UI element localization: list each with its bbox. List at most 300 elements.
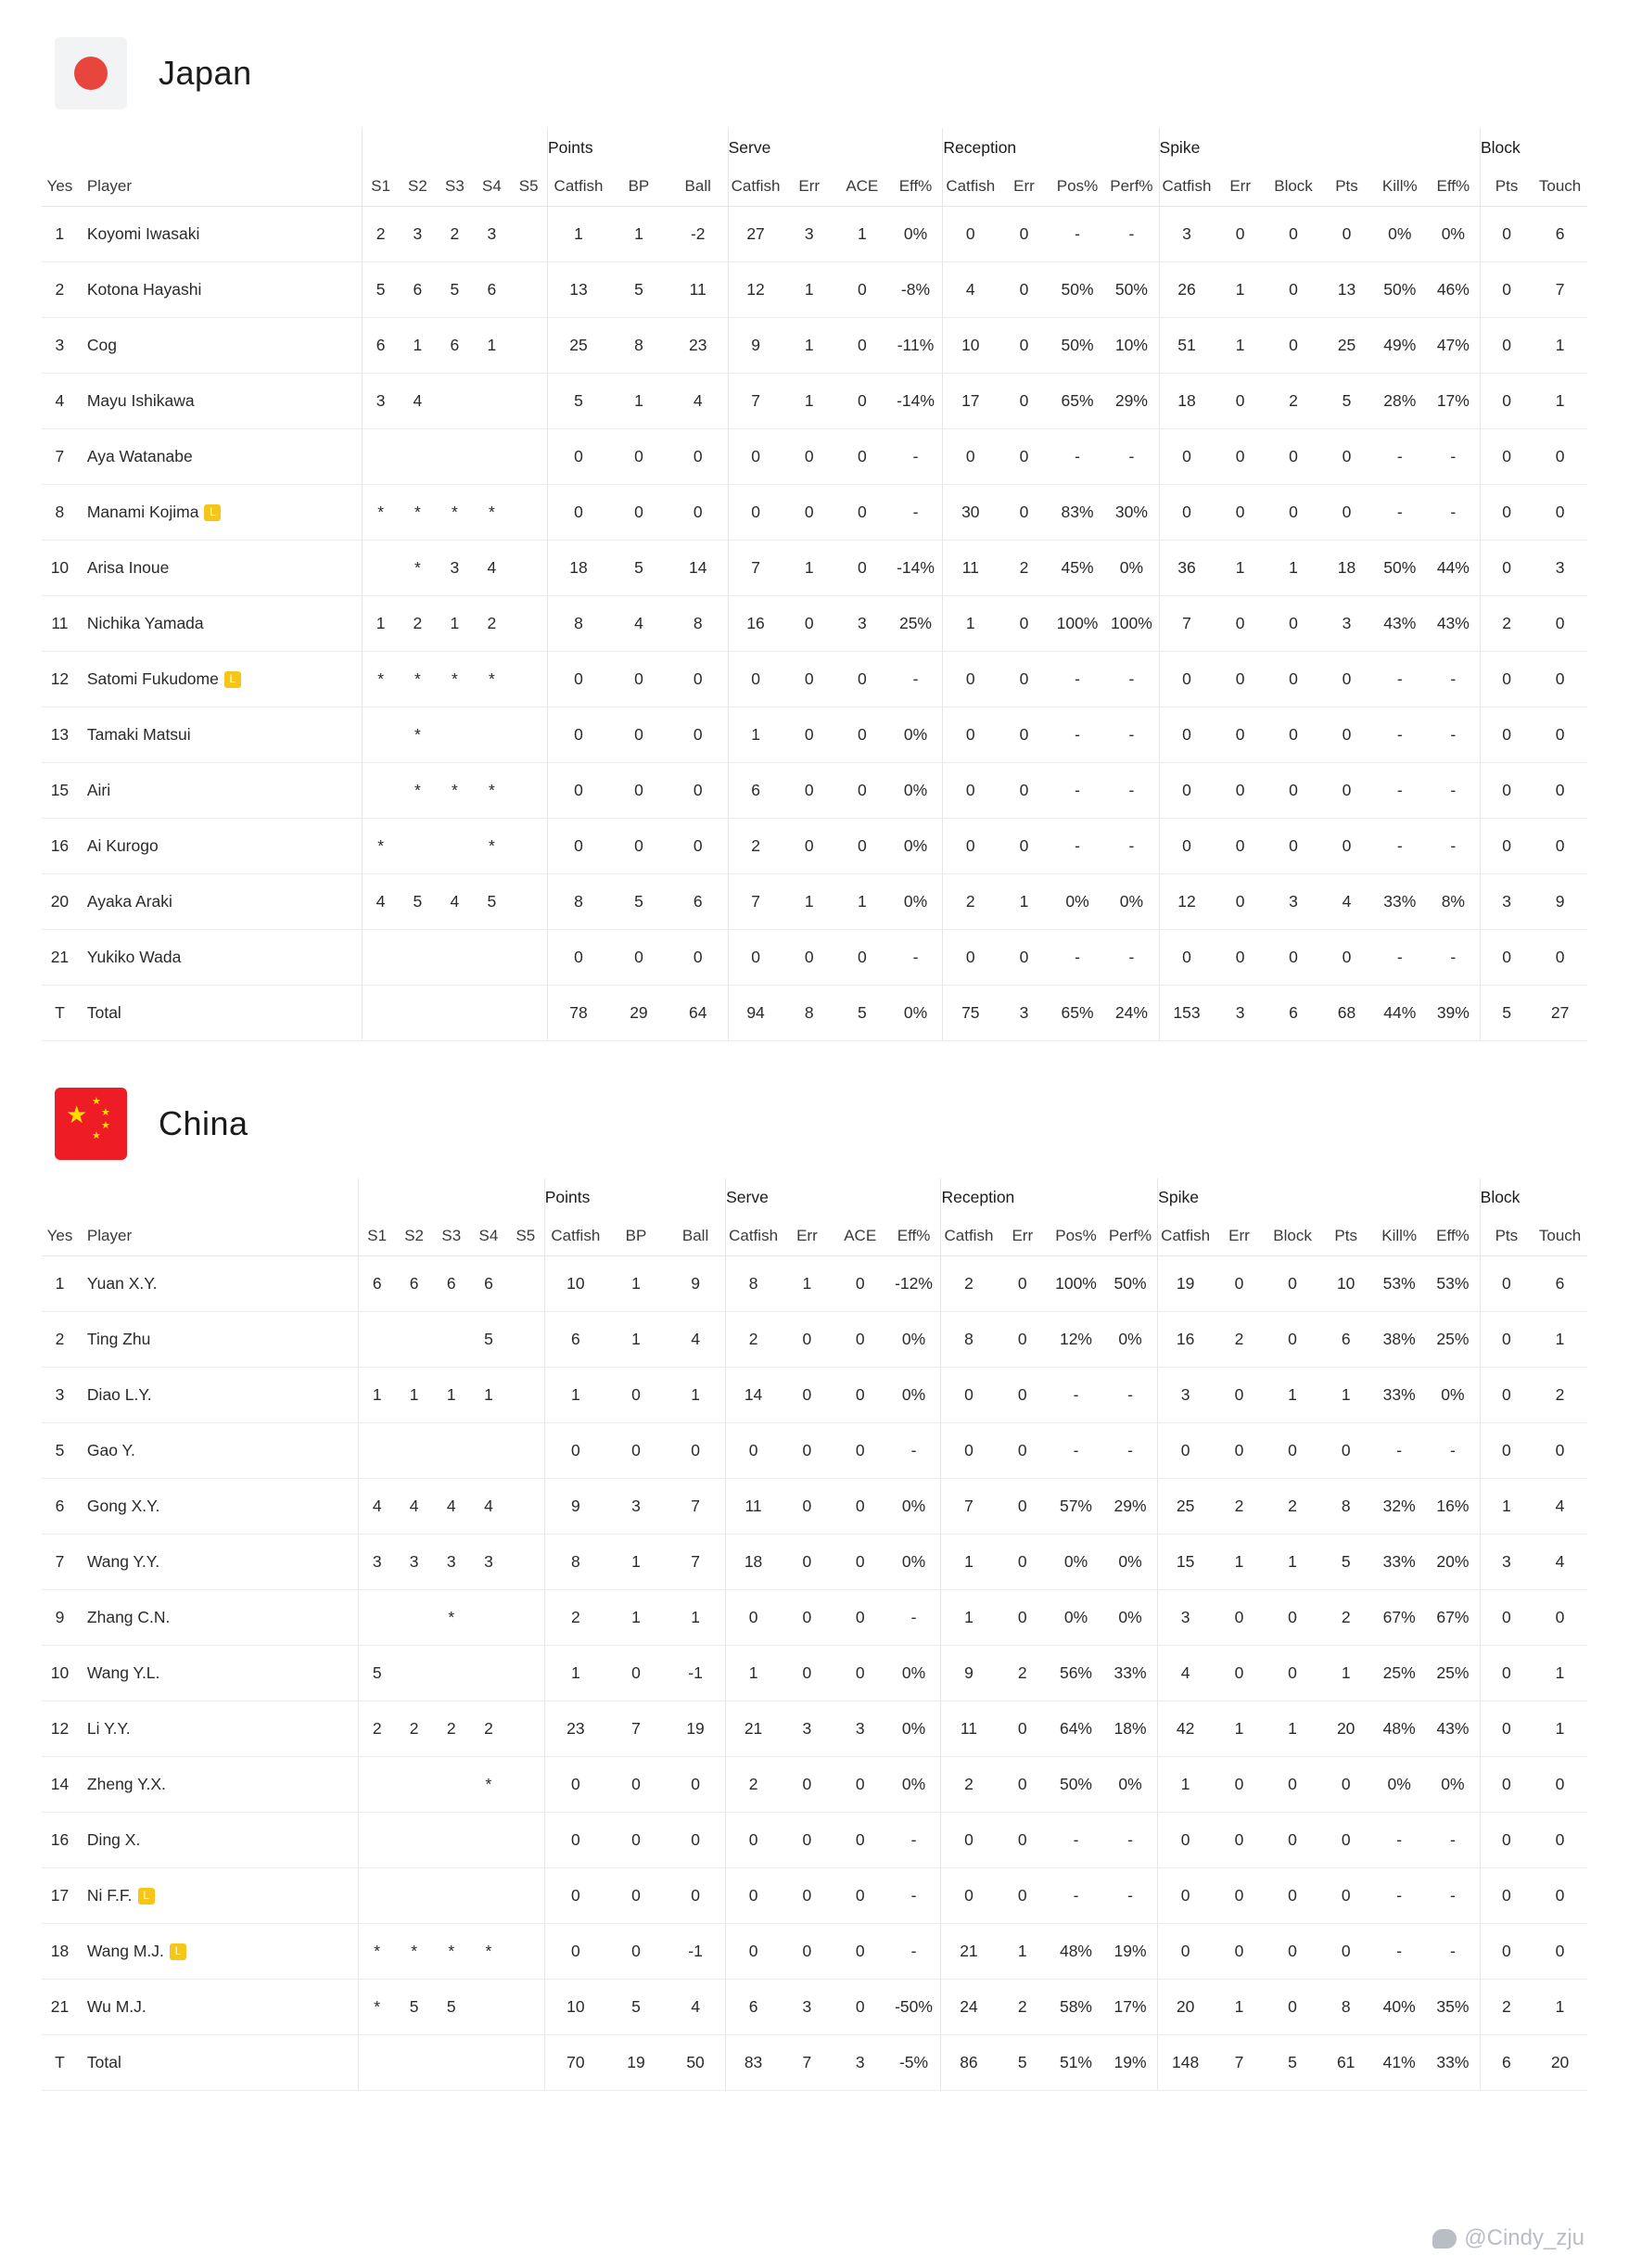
- player-name-cell: [78, 873, 363, 929]
- cell-block-1: 0: [1533, 929, 1587, 985]
- row-number: 12: [42, 1701, 78, 1757]
- cell-points-0: 9: [544, 1479, 606, 1535]
- player-name-cell: [78, 707, 363, 762]
- cell-spike-5: 16%: [1426, 1479, 1480, 1535]
- cell-set-1: 3: [358, 1535, 395, 1590]
- cell-serve-1: 1: [783, 873, 835, 929]
- cell-block-0: 2: [1480, 595, 1533, 651]
- cell-serve-1: 0: [781, 1479, 834, 1535]
- cell-reception-0: 9: [941, 1646, 996, 1701]
- cell-spike-2: 0: [1266, 1980, 1319, 2035]
- column-header-reception-perfpct: Perf%: [1103, 1217, 1158, 1256]
- cell-reception-0: 11: [943, 540, 998, 595]
- cell-points-1: 5: [609, 540, 668, 595]
- cell-block-0: 0: [1480, 1256, 1533, 1312]
- cell-set-2: [396, 1590, 433, 1646]
- cell-spike-5: 44%: [1427, 540, 1481, 595]
- cell-points-1: 1: [609, 373, 668, 428]
- cell-spike-3: 20: [1319, 1701, 1372, 1757]
- cell-block-1: 0: [1533, 707, 1587, 762]
- cell-serve-1: 0: [781, 1924, 834, 1980]
- table-row: [42, 1868, 1587, 1924]
- cell-spike-0: 3: [1159, 206, 1214, 261]
- china-star-small-icon-2: ★: [101, 1106, 110, 1118]
- cell-set-1: [358, 1312, 395, 1368]
- cell-set-2: 4: [399, 373, 436, 428]
- cell-spike-0: 51: [1159, 317, 1214, 373]
- cell-spike-2: 0: [1266, 428, 1320, 484]
- cell-set-2: [396, 1312, 433, 1368]
- cell-points-1: 4: [609, 595, 668, 651]
- cell-serve-3: 0%: [887, 1479, 941, 1535]
- team-name: China: [159, 1103, 248, 1142]
- cell-points-0: 13: [547, 261, 609, 317]
- player-name-cell: [78, 1646, 358, 1701]
- cell-serve-3: 0%: [889, 873, 943, 929]
- column-header-spike-effpct: Eff%: [1427, 167, 1481, 206]
- cell-serve-1: 0: [783, 762, 835, 818]
- cell-spike-1: 0: [1214, 373, 1266, 428]
- cell-serve-1: 1: [781, 1256, 834, 1312]
- row-number: 20: [42, 873, 78, 929]
- libero-badge: L: [170, 1943, 186, 1960]
- column-header-set-4: S4: [473, 167, 510, 206]
- cell-set-3: [433, 1757, 470, 1813]
- cell-points-2: 64: [668, 985, 728, 1040]
- cell-block-0: 0: [1480, 1312, 1533, 1368]
- cell-block-1: 7: [1533, 261, 1587, 317]
- cell-serve-1: 0: [781, 1646, 834, 1701]
- cell-spike-0: 0: [1159, 484, 1214, 540]
- group-header-block: Block: [1480, 128, 1587, 167]
- cell-spike-1: 0: [1213, 1423, 1266, 1479]
- cell-spike-1: 0: [1214, 484, 1266, 540]
- cell-serve-2: 0: [835, 373, 889, 428]
- cell-set-3: [436, 428, 473, 484]
- cell-spike-0: 0: [1159, 428, 1214, 484]
- cell-serve-1: 7: [781, 2035, 834, 2091]
- cell-points-2: 1: [666, 1590, 726, 1646]
- cell-points-2: 6: [668, 873, 728, 929]
- cell-set-5: [507, 2035, 544, 2091]
- cell-set-2: [399, 818, 436, 873]
- cell-spike-4: -: [1373, 484, 1427, 540]
- cell-reception-3: 29%: [1104, 373, 1159, 428]
- cell-spike-1: 0: [1214, 929, 1266, 985]
- cell-reception-1: 0: [998, 373, 1050, 428]
- cell-points-2: -1: [666, 1646, 726, 1701]
- cell-serve-0: 2: [726, 1312, 781, 1368]
- player-name: Cog: [86, 335, 117, 354]
- team-name: Japan: [159, 54, 252, 92]
- cell-block-1: 6: [1533, 1256, 1587, 1312]
- cell-spike-2: 1: [1266, 540, 1320, 595]
- column-header-serve-ace: ACE: [834, 1217, 887, 1256]
- group-header-blank-yes: [42, 128, 78, 167]
- cell-block-0: 5: [1480, 985, 1533, 1040]
- cell-spike-4: -: [1373, 818, 1427, 873]
- player-name: Li Y.Y.: [86, 1719, 131, 1738]
- cell-set-4: 2: [470, 1701, 507, 1757]
- cell-reception-2: 51%: [1049, 2035, 1103, 2091]
- cell-spike-4: -: [1372, 1924, 1426, 1980]
- cell-points-1: 1: [606, 1312, 666, 1368]
- cell-spike-2: 0: [1266, 484, 1320, 540]
- cell-points-0: 8: [544, 1535, 606, 1590]
- table-row: [42, 762, 1587, 818]
- column-header-set-5: S5: [510, 167, 547, 206]
- cell-serve-1: 0: [781, 1590, 834, 1646]
- player-name-cell: [78, 317, 363, 373]
- cell-spike-5: -: [1427, 762, 1481, 818]
- cell-spike-4: -: [1373, 929, 1427, 985]
- table-row: [42, 651, 1587, 707]
- cell-set-3: *: [436, 651, 473, 707]
- table-row: [42, 1980, 1587, 2035]
- column-header-row: [42, 167, 1587, 206]
- cell-reception-1: 0: [996, 1312, 1049, 1368]
- cell-block-1: 0: [1533, 1868, 1587, 1924]
- row-number: 21: [42, 929, 78, 985]
- cell-set-3: 5: [436, 261, 473, 317]
- cell-block-0: 0: [1480, 929, 1533, 985]
- cell-reception-1: 0: [998, 929, 1050, 985]
- cell-spike-3: 13: [1320, 261, 1373, 317]
- cell-reception-2: 50%: [1050, 261, 1105, 317]
- cell-reception-3: 10%: [1104, 317, 1159, 373]
- group-header-spike: Spike: [1159, 128, 1480, 167]
- cell-serve-0: 1: [726, 1646, 781, 1701]
- cell-points-2: -1: [666, 1924, 726, 1980]
- japan-flag-icon: [55, 37, 127, 109]
- cell-serve-3: -8%: [889, 261, 943, 317]
- cell-reception-0: 17: [943, 373, 998, 428]
- cell-set-2: *: [399, 540, 436, 595]
- cell-block-0: 0: [1480, 1368, 1533, 1423]
- cell-block-0: 0: [1480, 1813, 1533, 1868]
- cell-spike-3: 25: [1320, 317, 1373, 373]
- cell-points-0: 25: [547, 317, 609, 373]
- cell-reception-0: 86: [941, 2035, 996, 2091]
- group-header-row: [42, 1179, 1587, 1217]
- cell-serve-0: 0: [726, 1924, 781, 1980]
- china-star-small-icon-4: ★: [92, 1129, 101, 1141]
- cell-points-1: 0: [606, 1757, 666, 1813]
- cell-spike-1: 7: [1213, 2035, 1266, 2091]
- cell-spike-2: 0: [1266, 1924, 1319, 1980]
- cell-serve-0: 94: [728, 985, 783, 1040]
- cell-reception-0: 75: [943, 985, 998, 1040]
- player-name: Wang M.J.: [86, 1942, 164, 1960]
- column-header-serve-err: Err: [781, 1217, 834, 1256]
- cell-serve-2: 0: [835, 261, 889, 317]
- cell-block-0: 0: [1480, 428, 1533, 484]
- cell-points-0: 2: [544, 1590, 606, 1646]
- cell-points-0: 0: [544, 1868, 606, 1924]
- row-number: 15: [42, 762, 78, 818]
- cell-set-5: [510, 929, 547, 985]
- cell-reception-1: 1: [998, 873, 1050, 929]
- cell-spike-2: 6: [1266, 985, 1320, 1040]
- cell-serve-2: 0: [835, 651, 889, 707]
- cell-spike-1: 1: [1213, 1980, 1266, 2035]
- cell-reception-3: 0%: [1103, 1757, 1158, 1813]
- group-header-row: [42, 128, 1587, 167]
- cell-set-1: 3: [362, 373, 399, 428]
- player-name: Yukiko Wada: [86, 947, 182, 966]
- table-row: [42, 1479, 1587, 1535]
- cell-set-2: [396, 1813, 433, 1868]
- cell-reception-1: 0: [998, 651, 1050, 707]
- row-number: T: [42, 2035, 78, 2091]
- cell-spike-3: 8: [1319, 1479, 1372, 1535]
- cell-reception-1: 3: [998, 985, 1050, 1040]
- cell-serve-3: 0%: [887, 1368, 941, 1423]
- cell-serve-1: 0: [783, 707, 835, 762]
- cell-serve-3: -: [887, 1590, 941, 1646]
- cell-set-1: *: [358, 1980, 395, 2035]
- cell-serve-2: 0: [834, 1980, 887, 2035]
- cell-set-1: [362, 762, 399, 818]
- cell-serve-2: 0: [835, 428, 889, 484]
- player-name: Mayu Ishikawa: [86, 390, 195, 410]
- row-number: 2: [42, 261, 78, 317]
- cell-reception-3: 33%: [1103, 1646, 1158, 1701]
- column-header-spike-killpct: Kill%: [1373, 167, 1427, 206]
- cell-set-2: *: [399, 762, 436, 818]
- cell-serve-3: 0%: [887, 1646, 941, 1701]
- cell-reception-3: 19%: [1103, 1924, 1158, 1980]
- cell-set-1: *: [358, 1924, 395, 1980]
- cell-serve-0: 14: [726, 1368, 781, 1423]
- table-row: [42, 1312, 1587, 1368]
- cell-points-2: 7: [666, 1479, 726, 1535]
- column-header-points-bp: BP: [609, 167, 668, 206]
- cell-block-0: 3: [1480, 873, 1533, 929]
- cell-serve-1: 1: [783, 373, 835, 428]
- table-row: [42, 818, 1587, 873]
- cell-serve-2: 0: [834, 1590, 887, 1646]
- cell-reception-3: -: [1103, 1868, 1158, 1924]
- cell-set-3: [433, 1813, 470, 1868]
- cell-set-4: *: [473, 762, 510, 818]
- cell-spike-3: 6: [1319, 1312, 1372, 1368]
- cell-spike-0: 0: [1158, 1868, 1213, 1924]
- cell-points-1: 1: [606, 1256, 666, 1312]
- cell-spike-4: 32%: [1372, 1479, 1426, 1535]
- cell-spike-4: -: [1372, 1868, 1426, 1924]
- cell-set-2: 5: [396, 1980, 433, 2035]
- cell-reception-0: 0: [943, 818, 998, 873]
- cell-block-1: 27: [1533, 985, 1587, 1040]
- cell-serve-2: 0: [834, 1924, 887, 1980]
- cell-points-0: 6: [544, 1312, 606, 1368]
- cell-spike-5: 8%: [1427, 873, 1481, 929]
- cell-spike-0: 1: [1158, 1757, 1213, 1813]
- cell-spike-4: 38%: [1372, 1312, 1426, 1368]
- cell-reception-0: 1: [943, 595, 998, 651]
- table-row: [42, 1701, 1587, 1757]
- cell-block-1: 9: [1533, 873, 1587, 929]
- table-row: [42, 2035, 1587, 2091]
- cell-serve-3: -: [889, 428, 943, 484]
- cell-set-2: [396, 1757, 433, 1813]
- cell-block-1: 4: [1533, 1535, 1587, 1590]
- cell-serve-2: 0: [834, 1479, 887, 1535]
- cell-spike-1: 0: [1213, 1813, 1266, 1868]
- cell-set-3: 2: [436, 206, 473, 261]
- cell-serve-2: 1: [835, 206, 889, 261]
- row-number: 2: [42, 1312, 78, 1368]
- cell-serve-2: 0: [835, 484, 889, 540]
- cell-serve-2: 0: [834, 1757, 887, 1813]
- cell-block-0: 0: [1480, 1646, 1533, 1701]
- player-name: Tamaki Matsui: [86, 724, 191, 744]
- watermark-text: @Cindy_zju: [1464, 2225, 1584, 2250]
- row-number: 13: [42, 707, 78, 762]
- cell-block-1: 1: [1533, 1701, 1587, 1757]
- cell-block-0: 0: [1480, 1423, 1533, 1479]
- cell-spike-4: 48%: [1372, 1701, 1426, 1757]
- cell-spike-0: 25: [1158, 1479, 1213, 1535]
- cell-set-1: [362, 540, 399, 595]
- cell-set-2: [396, 1646, 433, 1701]
- cell-serve-0: 0: [726, 1868, 781, 1924]
- cell-serve-2: 0: [835, 540, 889, 595]
- player-name-cell: [78, 1924, 358, 1980]
- cell-set-3: [433, 1646, 470, 1701]
- column-header-points-ball: Ball: [668, 167, 728, 206]
- player-name-cell: [78, 428, 363, 484]
- cell-serve-2: 0: [834, 1535, 887, 1590]
- player-name: Nichika Yamada: [86, 613, 204, 632]
- player-name-cell: [78, 1757, 358, 1813]
- cell-set-4: 1: [470, 1368, 507, 1423]
- cell-serve-2: 0: [834, 1423, 887, 1479]
- cell-block-0: 2: [1480, 1980, 1533, 2035]
- row-number: 1: [42, 206, 78, 261]
- cell-spike-5: 0%: [1427, 206, 1481, 261]
- cell-block-0: 0: [1480, 1590, 1533, 1646]
- cell-serve-3: 0%: [887, 1312, 941, 1368]
- cell-points-0: 0: [547, 428, 609, 484]
- cell-spike-0: 0: [1158, 1813, 1213, 1868]
- cell-set-4: 5: [473, 873, 510, 929]
- cell-serve-1: 3: [781, 1980, 834, 2035]
- cell-serve-3: -: [889, 484, 943, 540]
- cell-reception-2: 0%: [1049, 1590, 1103, 1646]
- cell-reception-3: -: [1104, 818, 1159, 873]
- cell-spike-0: 0: [1158, 1924, 1213, 1980]
- cell-points-0: 0: [544, 1423, 606, 1479]
- cell-block-1: 1: [1533, 1980, 1587, 2035]
- cell-points-0: 18: [547, 540, 609, 595]
- cell-spike-0: 19: [1158, 1256, 1213, 1312]
- cell-points-0: 70: [544, 2035, 606, 2091]
- cell-points-2: 0: [668, 428, 728, 484]
- cell-points-2: 0: [668, 651, 728, 707]
- cell-spike-0: 0: [1159, 651, 1214, 707]
- player-name-cell: [78, 1368, 358, 1423]
- cell-set-1: 1: [362, 595, 399, 651]
- cell-block-1: 0: [1533, 484, 1587, 540]
- cell-set-1: [358, 1868, 395, 1924]
- cell-set-4: [473, 373, 510, 428]
- cell-spike-3: 0: [1319, 1868, 1372, 1924]
- column-header-set-4: S4: [470, 1217, 507, 1256]
- cell-reception-3: 18%: [1103, 1701, 1158, 1757]
- cell-spike-4: -: [1373, 428, 1427, 484]
- cell-spike-0: 20: [1158, 1980, 1213, 2035]
- row-number: 17: [42, 1868, 78, 1924]
- cell-spike-2: 0: [1266, 762, 1320, 818]
- cell-points-2: 14: [668, 540, 728, 595]
- cell-set-2: *: [399, 484, 436, 540]
- cell-points-2: 50: [666, 2035, 726, 2091]
- cell-spike-3: 5: [1320, 373, 1373, 428]
- column-header-spike-catfish: Catfish: [1159, 167, 1214, 206]
- cell-serve-3: -14%: [889, 373, 943, 428]
- player-name-cell: [78, 1980, 358, 2035]
- cell-reception-2: 65%: [1050, 985, 1105, 1040]
- cell-spike-1: 0: [1213, 1924, 1266, 1980]
- cell-set-5: [510, 985, 547, 1040]
- cell-set-4: 3: [473, 206, 510, 261]
- cell-spike-0: 12: [1159, 873, 1214, 929]
- cell-block-1: 0: [1533, 651, 1587, 707]
- cell-serve-1: 1: [783, 317, 835, 373]
- cell-spike-4: 28%: [1373, 373, 1427, 428]
- cell-spike-0: 148: [1158, 2035, 1213, 2091]
- cell-spike-3: 0: [1319, 1423, 1372, 1479]
- group-header-block: Block: [1480, 1179, 1587, 1217]
- cell-reception-2: -: [1050, 762, 1105, 818]
- cell-points-1: 0: [606, 1813, 666, 1868]
- cell-reception-3: -: [1103, 1368, 1158, 1423]
- cell-spike-5: -: [1426, 1924, 1480, 1980]
- group-header-serve: Serve: [728, 128, 943, 167]
- cell-serve-0: 0: [726, 1423, 781, 1479]
- cell-spike-1: 0: [1214, 651, 1266, 707]
- cell-spike-5: -: [1426, 1423, 1480, 1479]
- cell-spike-1: 0: [1214, 873, 1266, 929]
- cell-serve-3: 0%: [887, 1757, 941, 1813]
- column-header-reception-err: Err: [998, 167, 1050, 206]
- cell-set-2: 6: [399, 261, 436, 317]
- cell-serve-0: 0: [726, 1590, 781, 1646]
- cell-set-5: [507, 1868, 544, 1924]
- cell-reception-0: 0: [941, 1813, 996, 1868]
- cell-reception-0: 11: [941, 1701, 996, 1757]
- cell-set-3: [436, 929, 473, 985]
- cell-spike-2: 0: [1266, 1813, 1319, 1868]
- player-name-cell: [78, 1312, 358, 1368]
- column-header-yes: Yes: [42, 1217, 78, 1256]
- cell-spike-5: 46%: [1427, 261, 1481, 317]
- group-header-sets: [362, 128, 547, 167]
- cell-points-0: 0: [547, 929, 609, 985]
- column-header-set-3: S3: [436, 167, 473, 206]
- cell-spike-4: 41%: [1372, 2035, 1426, 2091]
- cell-serve-1: 0: [783, 595, 835, 651]
- cell-spike-4: 50%: [1373, 261, 1427, 317]
- cell-points-0: 0: [544, 1924, 606, 1980]
- cell-points-2: 19: [666, 1701, 726, 1757]
- cell-spike-2: 0: [1266, 317, 1320, 373]
- cell-block-1: 0: [1533, 762, 1587, 818]
- cell-set-5: [510, 707, 547, 762]
- cell-reception-0: 0: [943, 651, 998, 707]
